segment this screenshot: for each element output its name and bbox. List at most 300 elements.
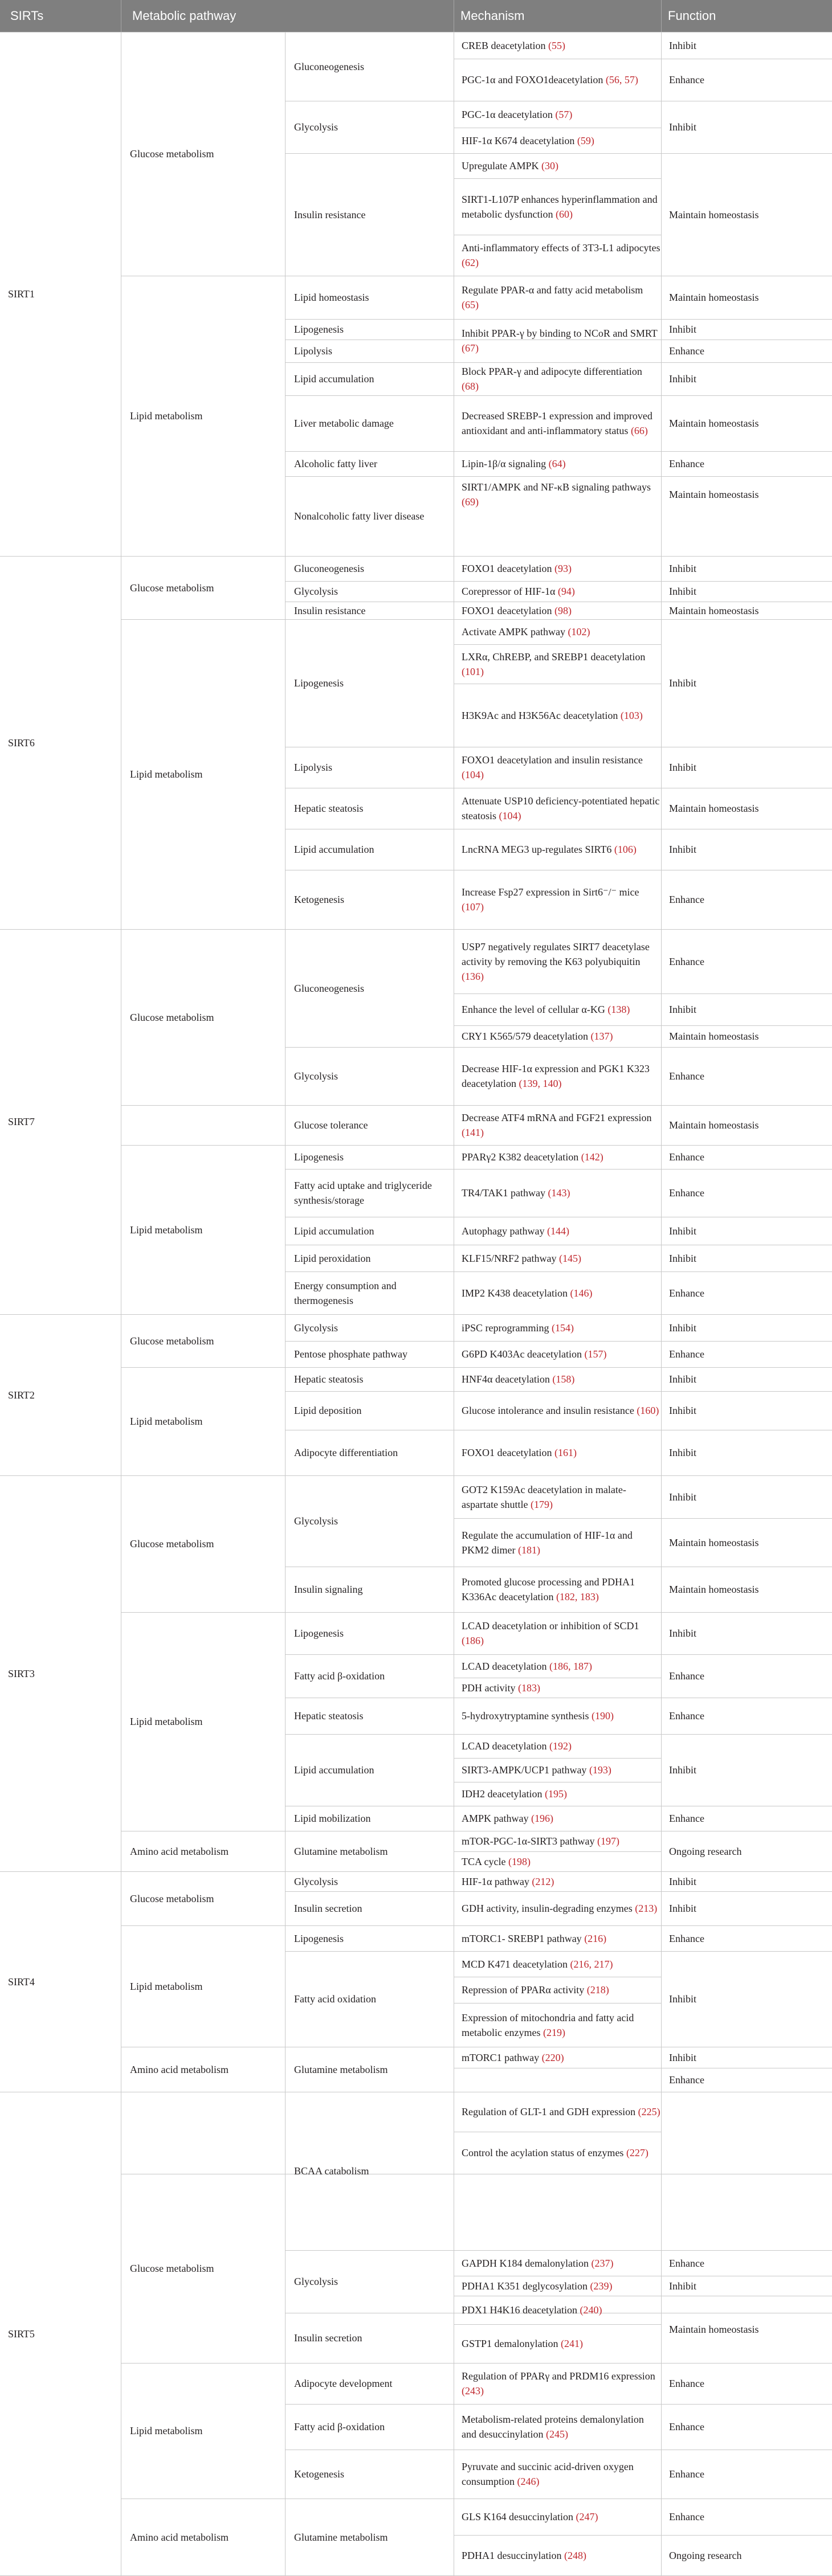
sub-pathway-insulin-secretion: Insulin secretion xyxy=(294,1903,362,1914)
function-enhance: Enhance xyxy=(669,2421,704,2432)
mechanism-text: HNF4α deacetylation xyxy=(462,1373,550,1385)
mechanism-m36 xyxy=(462,1367,667,1391)
citation-link[interactable]: (239) xyxy=(590,2280,613,2292)
mechanism-text: Decrease ATF4 mRNA and FGF21 expression xyxy=(462,1112,652,1123)
pathway-lipid: Lipid metabolism xyxy=(130,1224,203,1236)
pathway-lipid: Lipid metabolism xyxy=(130,410,203,422)
sirt-label-sirt5: SIRT5 xyxy=(8,2328,35,2340)
mechanism-text: mTOR-PGC-1α-SIRT3 pathway xyxy=(462,1835,595,1847)
citation-link[interactable]: (154) xyxy=(552,1322,574,1334)
mechanism-m55 xyxy=(462,1951,667,1977)
citation-link[interactable]: (195) xyxy=(544,1788,567,1800)
citation-link[interactable]: (190) xyxy=(591,1710,614,1722)
citation-link[interactable]: (56, 57) xyxy=(605,74,638,85)
citation-link[interactable]: (137) xyxy=(590,1031,613,1042)
mechanism-text: Increase Fsp27 expression in Sirt6⁻/⁻ mice xyxy=(462,886,639,898)
function-inhibit: Inhibit xyxy=(669,677,696,689)
sub-pathway-lipogenesis: Lipogenesis xyxy=(294,1151,344,1163)
header-pathway: Metabolic pathway xyxy=(132,9,236,23)
mechanism-text: SIRT3-AMPK/UCP1 pathway xyxy=(462,1764,587,1776)
sub-pathway-energy: Energy consumption and thermogenesis xyxy=(294,1279,397,1306)
sub-pathway-ppp: Pentose phosphate pathway xyxy=(294,1348,407,1360)
function-enhance: Enhance xyxy=(669,955,704,967)
function-enhance: Enhance xyxy=(669,458,704,469)
sub-pathway-lipid-deposition: Lipid deposition xyxy=(294,1405,362,1416)
citation-link[interactable]: (192) xyxy=(549,1740,572,1752)
mechanism-text: Autophagy pathway xyxy=(462,1225,545,1237)
citation-link[interactable]: (181) xyxy=(518,1544,540,1556)
citation-link[interactable]: (216, 217) xyxy=(570,1958,613,1970)
mechanism-text: HIF-1α pathway xyxy=(462,1875,529,1887)
mechanism-m60 xyxy=(462,2132,667,2174)
mechanism-m10 xyxy=(462,362,667,395)
mechanism-m41 xyxy=(462,1567,667,1612)
citation-link[interactable]: (98) xyxy=(554,604,572,616)
function-maintain: Maintain homeostasis xyxy=(669,1031,759,1042)
citation-link[interactable]: (240) xyxy=(580,2304,602,2316)
mechanism-text: PGC-1α deacetylation xyxy=(462,108,553,120)
sub-pathway-lipolysis: Lipolysis xyxy=(294,345,333,357)
citation-link[interactable]: (212) xyxy=(532,1875,554,1887)
citation-link[interactable]: (246) xyxy=(517,2476,540,2487)
function-enhance: Enhance xyxy=(669,1813,704,1824)
function-enhance: Enhance xyxy=(669,2378,704,2389)
sub-pathway-glycolysis: Glycolysis xyxy=(294,586,338,597)
mechanism-m24 xyxy=(462,929,667,993)
mechanism-text: Decrease HIF-1α expression and PGK1 K323 deacetylation xyxy=(462,1063,650,1089)
function-inhibit: Inhibit xyxy=(669,373,696,385)
mechanism-m48 xyxy=(462,1782,667,1806)
function-maintain: Maintain homeostasis xyxy=(669,1119,759,1131)
citation-link[interactable]: (69) xyxy=(462,496,479,508)
mechanism-text: Anti-inflammatory effects of 3T3-L1 adipocytes xyxy=(462,242,660,253)
sub-pathway-lipolysis: Lipolysis xyxy=(294,762,333,773)
mechanism-m68 xyxy=(462,2499,667,2535)
citation-link[interactable]: (66) xyxy=(630,425,648,436)
mechanism-text: FOXO1 deacetylation xyxy=(462,604,552,616)
citation-link[interactable]: (219) xyxy=(543,2026,565,2038)
mechanism-text: IDH2 deacetylation xyxy=(462,1788,543,1800)
mechanism-text: LCAD deacetylation xyxy=(462,1740,547,1752)
mechanism-text: LCAD deacetylation xyxy=(462,1660,547,1672)
mechanism-m51 xyxy=(462,1851,667,1871)
citation-link[interactable]: (62) xyxy=(462,257,479,268)
function-inhibit: Inhibit xyxy=(669,1993,696,2005)
mechanism-m42 xyxy=(462,1612,667,1654)
citation-link[interactable]: (157) xyxy=(584,1348,607,1360)
function-inhibit: Inhibit xyxy=(669,1373,696,1385)
sub-pathway-bcaa: BCAA catabolism xyxy=(294,2165,369,2177)
mechanism-text: Lipin-1β/α signaling xyxy=(462,458,546,469)
function-maintain: Maintain homeostasis xyxy=(669,489,759,500)
citation-link[interactable]: (104) xyxy=(462,769,484,780)
mechanism-m31 xyxy=(462,1217,667,1245)
mechanism-m32 xyxy=(462,1245,667,1271)
sub-pathway-hepatic-steatosis: Hepatic steatosis xyxy=(294,803,364,814)
mechanism-text: LCAD deacetylation or inhibition of SCD1 xyxy=(462,1620,639,1632)
sirt-label-sirt2: SIRT2 xyxy=(8,1389,35,1401)
citation-link[interactable]: (139, 140) xyxy=(519,1078,562,1089)
mechanism-m14 xyxy=(462,556,667,581)
function-enhance: Enhance xyxy=(669,1151,704,1163)
mechanism-text: mTORC1 pathway xyxy=(462,2051,540,2063)
citation-link[interactable]: (213) xyxy=(635,1903,658,1914)
mechanism-text: G6PD K403Ac deacetylation xyxy=(462,1348,582,1360)
citation-link[interactable]: (141) xyxy=(462,1127,484,1138)
function-enhance: Enhance xyxy=(669,2511,704,2522)
citation-link[interactable]: (143) xyxy=(548,1187,570,1199)
citation-link[interactable]: (247) xyxy=(576,2511,598,2522)
sub-pathway-lipid-peroxidation: Lipid peroxidation xyxy=(294,1252,371,1264)
function-inhibit: Inhibit xyxy=(669,1225,696,1237)
pathway-amino: Amino acid metabolism xyxy=(130,2532,229,2543)
mechanism-m11 xyxy=(462,395,667,451)
header-sirts: SIRTs xyxy=(10,9,44,23)
mechanism-m56 xyxy=(462,1977,667,2003)
mechanism-text: Corepressor of HIF-1α xyxy=(462,586,556,597)
mechanism-text: PDH activity xyxy=(462,1682,516,1694)
mechanism-m27 xyxy=(462,1047,667,1105)
mechanism-text: FOXO1 deacetylation xyxy=(462,563,552,574)
sirt-label-sirt1: SIRT1 xyxy=(8,288,35,300)
mechanism-text: GDH activity, insulin-degrading enzymes xyxy=(462,1903,633,1914)
mechanism-text: CRY1 K565/579 deacetylation xyxy=(462,1031,588,1042)
function-inhibit: Inhibit xyxy=(669,1252,696,1264)
mechanism-m65 xyxy=(462,2363,667,2404)
sub-pathway-lipogenesis: Lipogenesis xyxy=(294,1628,344,1639)
citation-link[interactable]: (68) xyxy=(462,381,479,392)
mechanism-text: Enhance the level of cellular α-KG xyxy=(462,1004,605,1015)
mechanism-m63 xyxy=(462,2296,667,2324)
function-inhibit: Inhibit xyxy=(669,324,696,335)
mechanism-m1 xyxy=(462,32,667,59)
function-inhibit: Inhibit xyxy=(669,2051,696,2063)
citation-link[interactable]: (243) xyxy=(462,2385,484,2397)
mechanism-m38 xyxy=(462,1430,667,1475)
function-maintain: Maintain homeostasis xyxy=(669,803,759,814)
header-divider xyxy=(661,0,662,32)
sub-pathway-glucose-tolerance: Glucose tolerance xyxy=(294,1119,368,1131)
mechanism-m2 xyxy=(462,59,667,101)
mechanism-text: Expression of mitochondria and fatty acid metabolic enzymes xyxy=(462,2011,634,2038)
mechanism-text: Inhibit PPAR-γ by binding to NCoR and SMRT xyxy=(462,328,658,339)
sub-pathway-liver-damage: Liver metabolic damage xyxy=(294,418,394,429)
pathway-glucose: Glucose metabolism xyxy=(130,1011,214,1023)
mechanism-text: Repression of PPARα activity xyxy=(462,1984,585,1996)
citation-link[interactable]: (241) xyxy=(561,2338,583,2349)
mechanism-m69 xyxy=(462,2535,667,2576)
citation-link[interactable]: (104) xyxy=(499,810,521,821)
pathway-lipid: Lipid metabolism xyxy=(130,768,203,780)
mechanism-m29 xyxy=(462,1145,667,1169)
mechanism-m40 xyxy=(462,1518,667,1567)
mechanism-text: Promoted glucose processing and PDHA1 K336Ac deacetylation xyxy=(462,1576,635,1602)
function-enhance: Enhance xyxy=(669,1348,704,1360)
header-mechanism: Mechanism xyxy=(460,9,525,23)
mechanism-m34 xyxy=(462,1314,667,1341)
citation-link[interactable]: (93) xyxy=(554,563,572,574)
function-enhance: Enhance xyxy=(669,2074,704,2086)
pathway-amino: Amino acid metabolism xyxy=(130,2063,229,2075)
mechanism-m12 xyxy=(462,451,667,476)
sub-pathway-adipocyte-dev: Adipocyte development xyxy=(294,2378,393,2389)
citation-link[interactable]: (186, 187) xyxy=(549,1660,592,1672)
sub-pathway-insulin-resistance: Insulin resistance xyxy=(294,208,366,220)
citation-link[interactable]: (218) xyxy=(586,1984,609,1996)
citation-link[interactable]: (142) xyxy=(581,1151,603,1163)
function-inhibit: Inhibit xyxy=(669,1405,696,1416)
citation-link[interactable]: (107) xyxy=(462,901,484,913)
citation-link[interactable]: (196) xyxy=(531,1813,553,1824)
mechanism-text: Upregulate AMPK xyxy=(462,160,539,171)
sub-pathway-glycolysis: Glycolysis xyxy=(294,1070,338,1082)
citation-link[interactable]: (65) xyxy=(462,299,479,310)
function-inhibit: Inhibit xyxy=(669,1628,696,1639)
citation-link[interactable]: (237) xyxy=(591,2257,614,2269)
mechanism-m21 xyxy=(462,788,667,829)
mechanism-text: TR4/TAK1 pathway xyxy=(462,1187,546,1199)
function-inhibit: Inhibit xyxy=(669,844,696,855)
mechanism-text: FOXO1 deacetylation and insulin resistance xyxy=(462,754,643,766)
function-maintain: Maintain homeostasis xyxy=(669,1536,759,1548)
mechanism-m43 xyxy=(462,1654,667,1678)
citation-link[interactable]: (136) xyxy=(462,970,484,982)
mechanism-m37 xyxy=(462,1391,667,1430)
sub-pathway-adipocyte-diff: Adipocyte differentiation xyxy=(294,1447,398,1458)
citation-link[interactable]: (248) xyxy=(564,2550,586,2561)
mechanism-m64 xyxy=(462,2324,667,2363)
sub-pathway-lipogenesis: Lipogenesis xyxy=(294,677,344,689)
sub-pathway-fa-oxidation: Fatty acid oxidation xyxy=(294,1993,376,2005)
function-maintain: Maintain homeostasis xyxy=(669,604,759,616)
mechanism-m4 xyxy=(462,128,667,153)
mechanism-text: iPSC reprogramming xyxy=(462,1322,549,1334)
mechanism-text: KLF15/NRF2 pathway xyxy=(462,1252,557,1264)
citation-link[interactable]: (55) xyxy=(548,39,565,51)
pathway-lipid: Lipid metabolism xyxy=(130,1980,203,1992)
citation-link[interactable]: (64) xyxy=(548,458,566,469)
mechanism-m62 xyxy=(462,2276,667,2296)
mechanism-text: Control the acylation status of enzymes xyxy=(462,2147,624,2158)
function-ongoing: Ongoing research xyxy=(669,2550,742,2561)
citation-link[interactable]: (67) xyxy=(462,342,479,354)
citation-link[interactable]: (60) xyxy=(555,208,573,220)
mechanism-text: SIRT1-L107P enhances hyperinflammation and metabolic dysfunction xyxy=(462,193,658,220)
citation-link[interactable]: (198) xyxy=(508,1855,531,1867)
function-inhibit: Inhibit xyxy=(669,1447,696,1458)
pathway-glucose: Glucose metabolism xyxy=(130,1335,214,1347)
mechanism-text: TCA cycle xyxy=(462,1855,506,1867)
citation-link[interactable]: (183) xyxy=(518,1682,540,1694)
sub-pathway-hepatic-steatosis: Hepatic steatosis xyxy=(294,1373,364,1385)
citation-link[interactable]: (161) xyxy=(554,1447,577,1458)
mechanism-text: HIF-1α K674 deacetylation xyxy=(462,134,575,146)
function-inhibit: Inhibit xyxy=(669,1322,696,1334)
sub-pathway-lipid-accumulation: Lipid accumulation xyxy=(294,373,374,385)
citation-link[interactable]: (197) xyxy=(597,1835,620,1847)
citation-link[interactable]: (193) xyxy=(589,1764,611,1776)
citation-link[interactable]: (145) xyxy=(559,1252,581,1264)
mechanism-m49 xyxy=(462,1806,667,1831)
citation-link[interactable]: (227) xyxy=(626,2147,649,2158)
mechanism-text: GLS K164 desuccinylation xyxy=(462,2511,573,2522)
mechanism-text: Block PPAR-γ and adipocyte differentiation xyxy=(462,366,642,377)
citation-link[interactable]: (225) xyxy=(638,2106,660,2117)
pathway-glucose: Glucose metabolism xyxy=(130,1892,214,1904)
sub-pathway-fa-uptake: Fatty acid uptake and triglyceride synthesis/storage xyxy=(294,1180,432,1206)
function-inhibit: Inhibit xyxy=(669,563,696,574)
function-ongoing: Ongoing research xyxy=(669,1845,742,1857)
pathway-glucose: Glucose metabolism xyxy=(130,582,214,594)
mechanism-text: PPARγ2 K382 deacetylation xyxy=(462,1151,579,1163)
sub-pathway-insulin-secretion: Insulin secretion xyxy=(294,2332,362,2344)
mechanism-text: GOT2 K159Ac deacetylation in malate-aspartate shuttle xyxy=(462,1483,626,1510)
mechanism-m66 xyxy=(462,2404,667,2450)
mechanism-text: Decreased SREBP-1 expression and improved antioxidant and anti-inflammatory status xyxy=(462,410,652,436)
citation-link[interactable]: (102) xyxy=(568,626,590,637)
function-enhance: Enhance xyxy=(669,1710,704,1722)
citation-link[interactable]: (57) xyxy=(555,108,573,120)
mechanism-m30 xyxy=(462,1169,667,1217)
mechanism-m13 xyxy=(462,476,667,513)
citation-link[interactable]: (158) xyxy=(552,1373,575,1385)
citation-link[interactable]: (146) xyxy=(570,1287,593,1299)
citation-link[interactable]: (245) xyxy=(545,2428,568,2440)
function-inhibit: Inhibit xyxy=(669,2280,696,2292)
function-inhibit: Inhibit xyxy=(669,1491,696,1503)
function-maintain: Maintain homeostasis xyxy=(669,418,759,429)
sub-pathway-gluconeogenesis: Gluconeogenesis xyxy=(294,563,364,574)
function-enhance: Enhance xyxy=(669,1670,704,1682)
mechanism-text: PDHA1 desuccinylation xyxy=(462,2550,562,2561)
citation-link[interactable]: (59) xyxy=(577,134,594,146)
mechanism-text: Pyruvate and succinic acid-driven oxygen consumption xyxy=(462,2461,634,2487)
mechanism-m23 xyxy=(462,870,667,929)
mechanism-text: Metabolism-related proteins demalonylation and desuccinylation xyxy=(462,2414,644,2440)
mechanism-text: AMPK pathway xyxy=(462,1813,529,1824)
sirt-label-sirt7: SIRT7 xyxy=(8,1116,35,1127)
sub-pathway-gluconeogenesis: Gluconeogenesis xyxy=(294,60,364,72)
citation-link[interactable]: (220) xyxy=(541,2051,564,2063)
mechanism-m8 xyxy=(462,276,667,319)
function-maintain: Maintain homeostasis xyxy=(669,2324,759,2335)
mechanism-m3 xyxy=(462,101,667,128)
sub-pathway-insulin-resistance: Insulin resistance xyxy=(294,604,366,616)
sirt-label-sirt3: SIRT3 xyxy=(8,1667,35,1679)
mechanism-m35 xyxy=(462,1341,667,1367)
function-inhibit: Inhibit xyxy=(669,39,696,51)
pathway-glucose: Glucose metabolism xyxy=(130,148,214,160)
mechanism-text: PDHA1 K351 deglycosylation xyxy=(462,2280,588,2292)
mechanism-m9 xyxy=(462,319,667,362)
mechanism-m7 xyxy=(462,235,667,276)
citation-link[interactable]: (182, 183) xyxy=(556,1591,599,1602)
mechanism-m67 xyxy=(462,2450,667,2499)
function-maintain: Maintain homeostasis xyxy=(669,208,759,220)
citation-link[interactable]: (101) xyxy=(462,665,484,677)
citation-link[interactable]: (144) xyxy=(546,1225,569,1237)
function-enhance: Enhance xyxy=(669,74,704,85)
mechanism-m15 xyxy=(462,581,667,602)
function-maintain: Maintain homeostasis xyxy=(669,292,759,303)
sub-pathway-lipogenesis: Lipogenesis xyxy=(294,1932,344,1944)
mechanism-text: H3K9Ac and H3K56Ac deacetylation xyxy=(462,709,618,721)
mechanism-text: Glucose intolerance and insulin resistance xyxy=(462,1405,634,1416)
mechanism-m19 xyxy=(462,684,667,747)
sub-pathway-ketogenesis: Ketogenesis xyxy=(294,894,344,905)
citation-link[interactable]: (94) xyxy=(557,586,575,597)
pathway-lipid: Lipid metabolism xyxy=(130,2425,203,2436)
mechanism-text: mTORC1- SREBP1 pathway xyxy=(462,1932,582,1944)
mechanism-m61 xyxy=(462,2250,667,2276)
mechanism-m22 xyxy=(462,829,667,870)
function-inhibit: Inhibit xyxy=(669,1903,696,1914)
sub-pathway-glutamine: Glutamine metabolism xyxy=(294,2063,388,2075)
citation-link[interactable]: (106) xyxy=(614,844,637,855)
citation-link[interactable]: (160) xyxy=(637,1405,659,1416)
citation-link[interactable]: (103) xyxy=(620,709,643,721)
sub-pathway-hepatic-steatosis: Hepatic steatosis xyxy=(294,1710,364,1722)
sub-pathway-glycolysis: Glycolysis xyxy=(294,1875,338,1887)
mechanism-m17 xyxy=(462,619,667,644)
citation-link[interactable]: (179) xyxy=(530,1498,553,1510)
sub-pathway-glutamine: Glutamine metabolism xyxy=(294,1845,388,1857)
sub-pathway-fa-beta: Fatty acid β-oxidation xyxy=(294,2421,385,2432)
function-inhibit: Inhibit xyxy=(669,1004,696,1015)
mechanism-text: IMP2 K438 deacetylation xyxy=(462,1287,568,1299)
sub-pathway-lipid-accumulation: Lipid accumulation xyxy=(294,844,374,855)
sub-pathway-glutamine: Glutamine metabolism xyxy=(294,2532,388,2543)
sub-pathway-lipid-accumulation: Lipid accumulation xyxy=(294,1225,374,1237)
mechanism-m45 xyxy=(462,1698,667,1734)
sub-pathway-lipogenesis: Lipogenesis xyxy=(294,324,344,335)
mechanism-text: PDX1 H4K16 deacetylation xyxy=(462,2304,577,2316)
pathway-lipid: Lipid metabolism xyxy=(130,1716,203,1727)
mechanism-m44 xyxy=(462,1678,667,1698)
function-enhance: Enhance xyxy=(669,345,704,357)
function-enhance: Enhance xyxy=(669,2468,704,2480)
mechanism-text: SIRT1/AMPK and NF-κB signaling pathways xyxy=(462,481,651,493)
citation-link[interactable]: (138) xyxy=(607,1004,630,1015)
citation-link[interactable]: (30) xyxy=(541,160,558,171)
mechanism-text: USP7 negatively regulates SIRT7 deacetylase activity by removing the K63 polyubiquitin xyxy=(462,941,650,967)
function-inhibit: Inhibit xyxy=(669,762,696,773)
mechanism-text: Regulate the accumulation of HIF-1α and PKM2 dimer xyxy=(462,1529,633,1556)
mechanism-text: CREB deacetylation xyxy=(462,39,546,51)
citation-link[interactable]: (216) xyxy=(584,1932,607,1944)
mechanism-text: GSTP1 demalonylation xyxy=(462,2338,558,2349)
function-enhance: Enhance xyxy=(669,1932,704,1944)
function-enhance: Enhance xyxy=(669,1187,704,1199)
mechanism-m25 xyxy=(462,993,667,1025)
sub-pathway-insulin-signaling: Insulin signaling xyxy=(294,1584,363,1595)
mechanism-text: Regulation of PPARγ and PRDM16 expression xyxy=(462,2370,655,2382)
sub-pathway-glycolysis: Glycolysis xyxy=(294,1322,338,1334)
mechanism-m33 xyxy=(462,1271,667,1314)
function-inhibit: Inhibit xyxy=(669,1875,696,1887)
function-enhance: Enhance xyxy=(669,1287,704,1299)
mechanism-m59 xyxy=(462,2092,667,2132)
sub-pathway-gluconeogenesis: Gluconeogenesis xyxy=(294,982,364,994)
function-inhibit: Inhibit xyxy=(669,121,696,133)
mechanism-m16 xyxy=(462,602,667,619)
function-inhibit: Inhibit xyxy=(669,1764,696,1776)
mechanism-text: MCD K471 deacetylation xyxy=(462,1958,568,1970)
mechanism-m18 xyxy=(462,644,667,684)
citation-link[interactable]: (186) xyxy=(462,1635,484,1646)
function-enhance: Enhance xyxy=(669,894,704,905)
pathway-glucose: Glucose metabolism xyxy=(130,1538,214,1549)
